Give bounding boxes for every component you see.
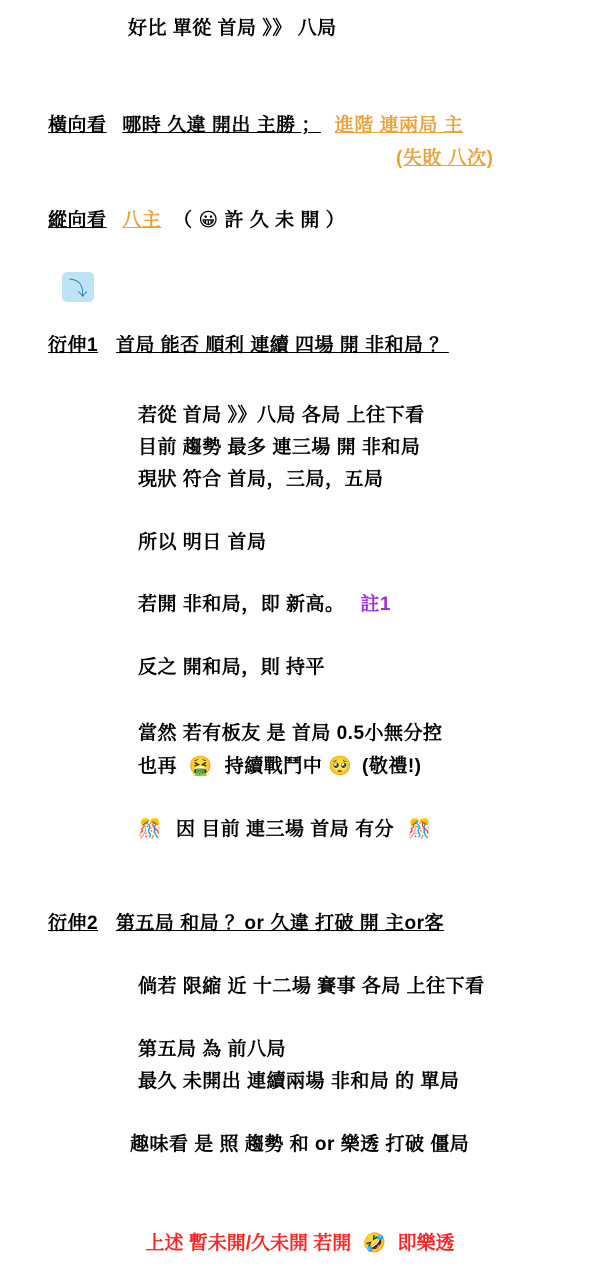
ext1-line-1-text: 若從 首局 》》八局 各局 上往下看 bbox=[138, 405, 425, 426]
ext1-because-text: 因 目前 連三場 首局 有分 bbox=[175, 819, 395, 840]
ext2-line-2 bbox=[138, 1039, 286, 1062]
vertical-label: 縱向看 bbox=[48, 210, 107, 231]
pleading-face-icon: 🥺 bbox=[328, 755, 353, 777]
horizontal-highlight-sub-row bbox=[396, 148, 493, 171]
vertical-row bbox=[48, 209, 345, 233]
ext2-line-1 bbox=[138, 976, 485, 999]
horizontal-row bbox=[48, 115, 463, 138]
intro-line bbox=[128, 18, 337, 41]
ext1-line-3-text: 現狀 符合 首局，三局，五局 bbox=[138, 469, 384, 490]
ext1-continue-c: (敬禮!) bbox=[362, 756, 422, 777]
horizontal-highlight-sub: (失敗 八次) bbox=[396, 148, 494, 169]
ext1-line-2 bbox=[138, 437, 420, 460]
ext1-opposite-text: 反之 開和局，則 持平 bbox=[138, 657, 326, 678]
vertical-body: 許 久 未 開 bbox=[224, 210, 320, 231]
vertical-paren-open: （ bbox=[173, 210, 193, 231]
confetti-right-icon: 🎊 bbox=[407, 818, 433, 840]
horizontal-body: 哪時 久違 開出 主勝 ； bbox=[122, 115, 321, 136]
footer-part1: 上述 暫未開/久未開 若開 bbox=[145, 1233, 352, 1254]
confetti-left-icon: 🎊 bbox=[138, 818, 163, 840]
ext1-note-prefix: 若開 非和局，即 新高。 bbox=[138, 594, 345, 615]
vertical-paren-close: ） bbox=[325, 210, 346, 231]
rofl-face-icon: 🤣 bbox=[362, 1232, 387, 1254]
ext1-title: 首局 能否 順利 連續 四場 開 非和局 ？ bbox=[115, 335, 449, 356]
ext1-opposite-line bbox=[138, 657, 325, 680]
footer-part2: 即樂透 bbox=[397, 1233, 455, 1254]
ext2-heading bbox=[48, 913, 444, 936]
vertical-highlight: 八主 bbox=[122, 210, 162, 231]
horizontal-highlight: 進階 連兩局 主 bbox=[334, 115, 464, 136]
ext1-continue-a: 也再 bbox=[138, 756, 178, 777]
ext2-line-3-text: 最久 未開出 連續兩場 非和局 的 單局 bbox=[138, 1071, 460, 1092]
ext1-continue-line bbox=[138, 755, 421, 779]
arrow-glyph: ⤵ bbox=[68, 277, 88, 300]
ext1-line-3 bbox=[138, 469, 384, 492]
ext2-label: 衍伸2 bbox=[48, 913, 99, 934]
ext2-line-1-text: 倘若 限縮 近 十二場 賽事 各局 上往下看 bbox=[138, 976, 485, 997]
ext1-line-4 bbox=[138, 532, 267, 555]
smiley-face-icon: 😀 bbox=[198, 209, 219, 231]
ext1-ofcourse-text: 當然 若有板友 是 首局 0.5小無分控 bbox=[138, 723, 443, 744]
ext1-label: 衍伸1 bbox=[48, 335, 99, 356]
ext1-line-4-text: 所以 明日 首局 bbox=[138, 532, 267, 553]
ext1-ofcourse-line bbox=[138, 723, 443, 746]
intro-text: 好比 單從 首局 》》 八局 bbox=[128, 18, 337, 39]
ext1-line-2-text: 目前 趨勢 最多 連三場 開 非和局 bbox=[138, 437, 421, 458]
ext1-note-tag: 註1 bbox=[360, 594, 391, 615]
ext1-note-line bbox=[138, 594, 391, 617]
ext1-heading bbox=[48, 335, 449, 358]
ext1-because-line bbox=[138, 818, 432, 842]
ext2-line-4-text: 趣味看 是 照 趨勢 和 or 樂透 打破 僵局 bbox=[130, 1134, 470, 1155]
ext2-line-3 bbox=[138, 1071, 459, 1094]
ext1-continue-b: 持續戰鬥中 bbox=[224, 756, 323, 777]
horizontal-label: 橫向看 bbox=[48, 115, 107, 136]
ext2-line-2-text: 第五局 為 前八局 bbox=[138, 1039, 287, 1060]
down-right-arrow-icon bbox=[62, 272, 94, 302]
ext2-title: 第五局 和局 ？or 久違 打破 開 主or客 bbox=[115, 913, 445, 934]
ext1-line-1 bbox=[138, 405, 425, 428]
ext2-line-4 bbox=[130, 1134, 469, 1157]
vomiting-face-icon: 🤮 bbox=[188, 755, 213, 777]
footer-line bbox=[0, 1228, 600, 1255]
